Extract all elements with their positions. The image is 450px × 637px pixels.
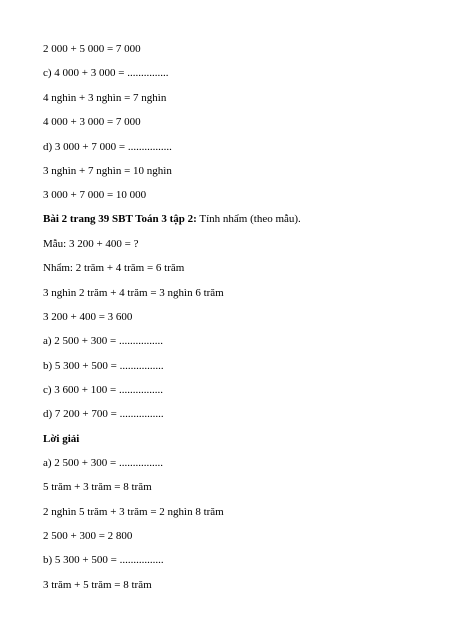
text-line: a) 2 500 + 300 = ................ [43, 457, 163, 469]
text-line: b) 5 300 + 500 = ................ [43, 360, 164, 372]
text-line: 5 trăm + 3 trăm = 8 trăm [43, 481, 152, 493]
text-line: 4 000 + 3 000 = 7 000 [43, 116, 141, 128]
exercise-heading-instruction: Tính nhẩm (theo mẫu). [196, 213, 301, 225]
exercise-heading [43, 212, 301, 226]
text-line: c) 3 600 + 100 = ................ [43, 384, 163, 396]
text-line: 2 000 + 5 000 = 7 000 [43, 43, 141, 55]
text-line: 3 000 + 7 000 = 10 000 [43, 189, 147, 201]
text-line: 2 500 + 300 = 2 800 [43, 530, 133, 542]
text-line: 4 nghìn + 3 nghìn = 7 nghìn [43, 92, 167, 104]
text-line: d) 7 200 + 700 = ................ [43, 408, 164, 420]
text-line: Nhẩm: 2 trăm + 4 trăm = 6 trăm [43, 262, 185, 274]
text-line: 3 nghìn 2 trăm + 4 trăm = 3 nghìn 6 trăm [43, 287, 224, 299]
text-line: 3 trăm + 5 trăm = 8 trăm [43, 579, 152, 591]
text-line: c) 4 000 + 3 000 = ............... [43, 67, 169, 79]
text-line: b) 5 300 + 500 = ................ [43, 554, 164, 566]
example-prompt: Mẫu: 3 200 + 400 = ? [43, 238, 139, 250]
exercise-heading-title: Bài 2 trang 39 SBT Toán 3 tập 2: [43, 213, 197, 225]
text-line: d) 3 000 + 7 000 = ................ [43, 141, 172, 153]
solution-heading: Lời giải [43, 433, 80, 445]
text-line: 3 200 + 400 = 3 600 [43, 311, 133, 323]
text-line: 2 nghìn 5 trăm + 3 trăm = 2 nghìn 8 trăm [43, 506, 224, 518]
text-line: 3 nghìn + 7 nghìn = 10 nghìn [43, 165, 172, 177]
text-line: a) 2 500 + 300 = ................ [43, 335, 163, 347]
